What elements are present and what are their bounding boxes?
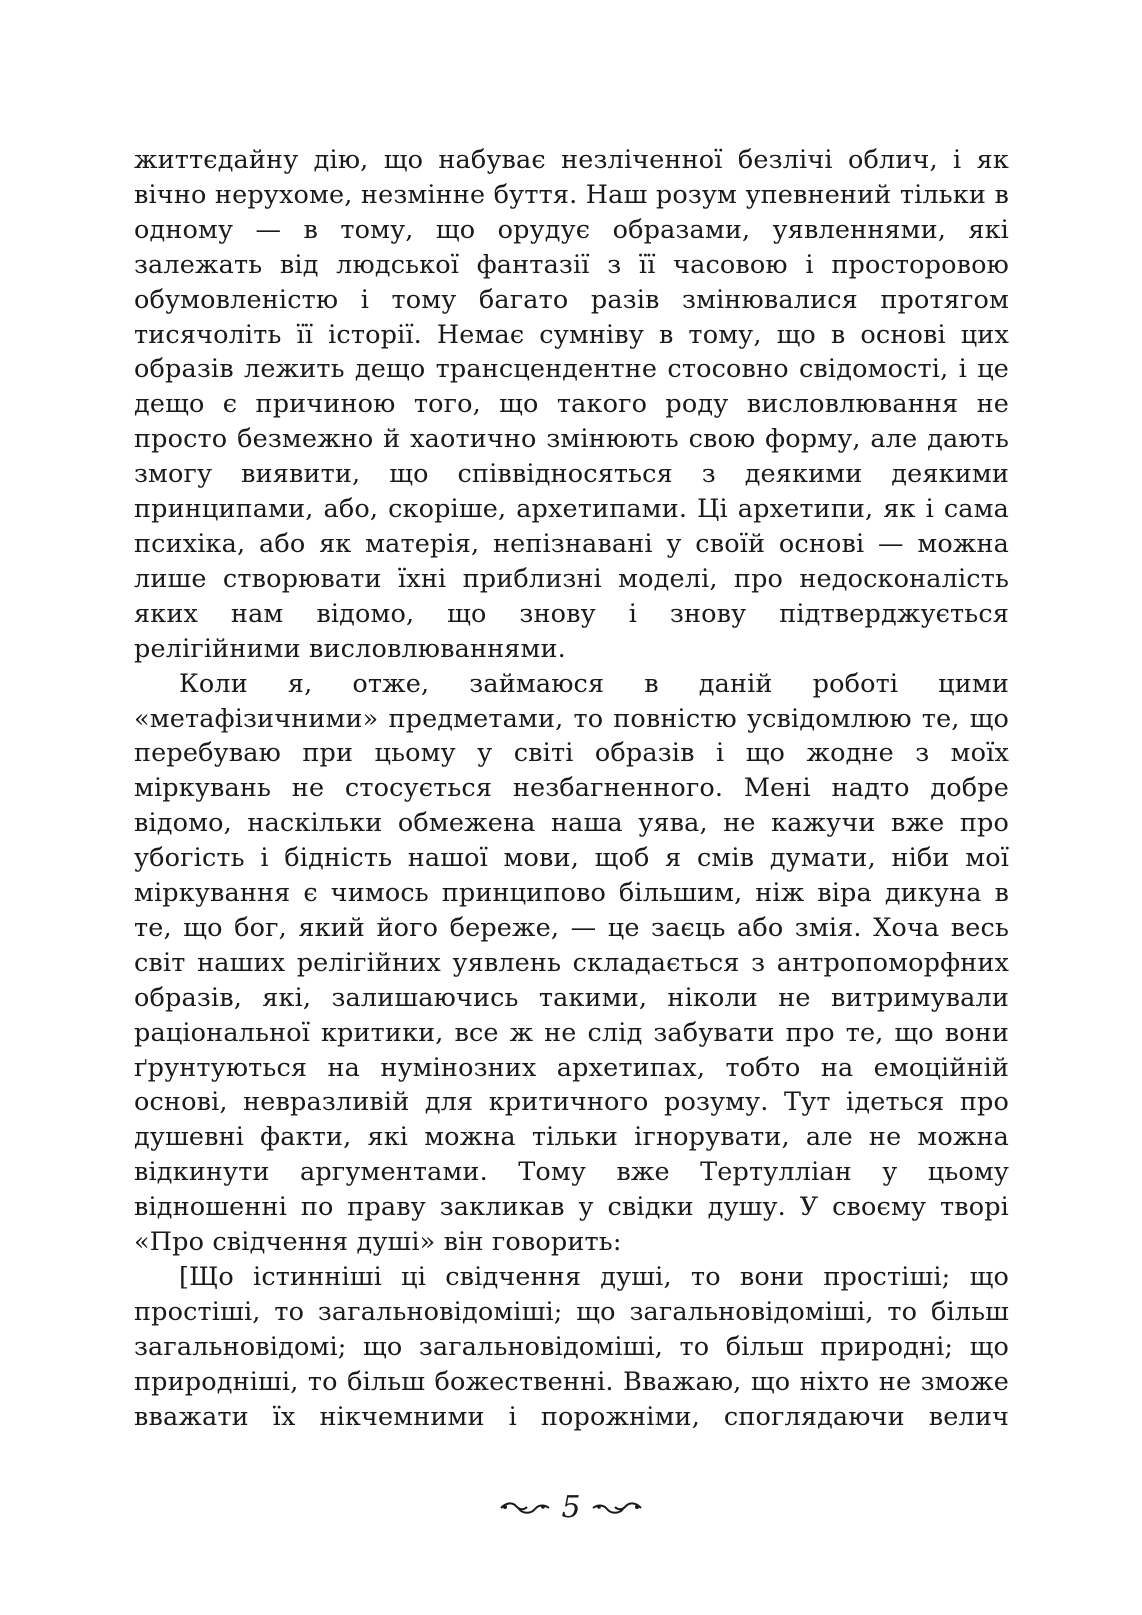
page-footer: [0, 1488, 1142, 1528]
paragraph-2: Коли я, отже, займаюся в даній роботі цими «метафізичними» предметами, то повністю усвідомлюю те, що перебуваю при цьому у світі образів і що жодне з моїх міркувань не стосується незбагненного. Мені надто добре відомо, наскільки обмежена наша уява, не кажучи вже про убогість і бідність нашої мови, щоб я смів думати, ніби мої міркування є чимось принципово більшим, ніж віра дикуна в те, що бог, який його береже, — це заєць або змія. Хоча весь світ наших релігійних уявлень складається з антропоморфних образів, які, залишаючись такими, ніколи не витримували раціональної критики, все ж не слід забувати про те, що вони ґрунтуються на нумінозних архетипах, тобто на емоційній основі, невразливій для критичного розуму. Тут ідеться про душевні факти, які можна тільки ігнорувати, але не можна відкинути аргументами. Тому вже Тертулліан у цьому відношенні по праву закликав у свідки душу. У своєму творі «Про свідчення душі» він говорить:: [134, 668, 1009, 1258]
paragraph-1: життєдайну дію, що набуває незліченної безлічі облич, і як вічно нерухоме, незмінне буття. Наш розум упевнений тільки в одному — в тому, що орудує образами, уявленнями, які залежать від людської фантазії з її часовою і просторовою обумовленістю і тому багато разів змінювалися протягом тисячоліть її історії. Немає сумніву в тому, що в основі цих образів лежить дещо трансцендентне стосовно свідомості, і це дещо є причиною того, що такого роду висловлювання не просто безмежно й хаотично змінюють свою форму, але дають змогу виявити, що співвідносяться з деякими деякими принципами, або, скоріше, архетипами. Ці архетипи, як і сама психіка, або як матерія, непізнавані у своїй основі — можна лише створювати їхні приблизні моделі, про недосконалість яких нам відомо, що знову і знову підтверджується релігійними висловлюваннями.: [134, 145, 1009, 664]
page-number: 5: [561, 1490, 581, 1525]
paragraph-3: [Що істинніші ці свідчення душі, то вони простіші; що простіші, то загальновідоміші; що загальновідоміші, то більш загальновідомі; що загальновідоміші, то більш природні; що природніші, то більш божественні. Вважаю, що ніхто не зможе вважати їх нікчемними і порожніми, споглядаючи велич: [134, 1262, 1009, 1432]
body-text: [134, 143, 1009, 1435]
floral-ornament-left-icon: [499, 1499, 551, 1517]
floral-ornament-right-icon: [591, 1499, 643, 1517]
